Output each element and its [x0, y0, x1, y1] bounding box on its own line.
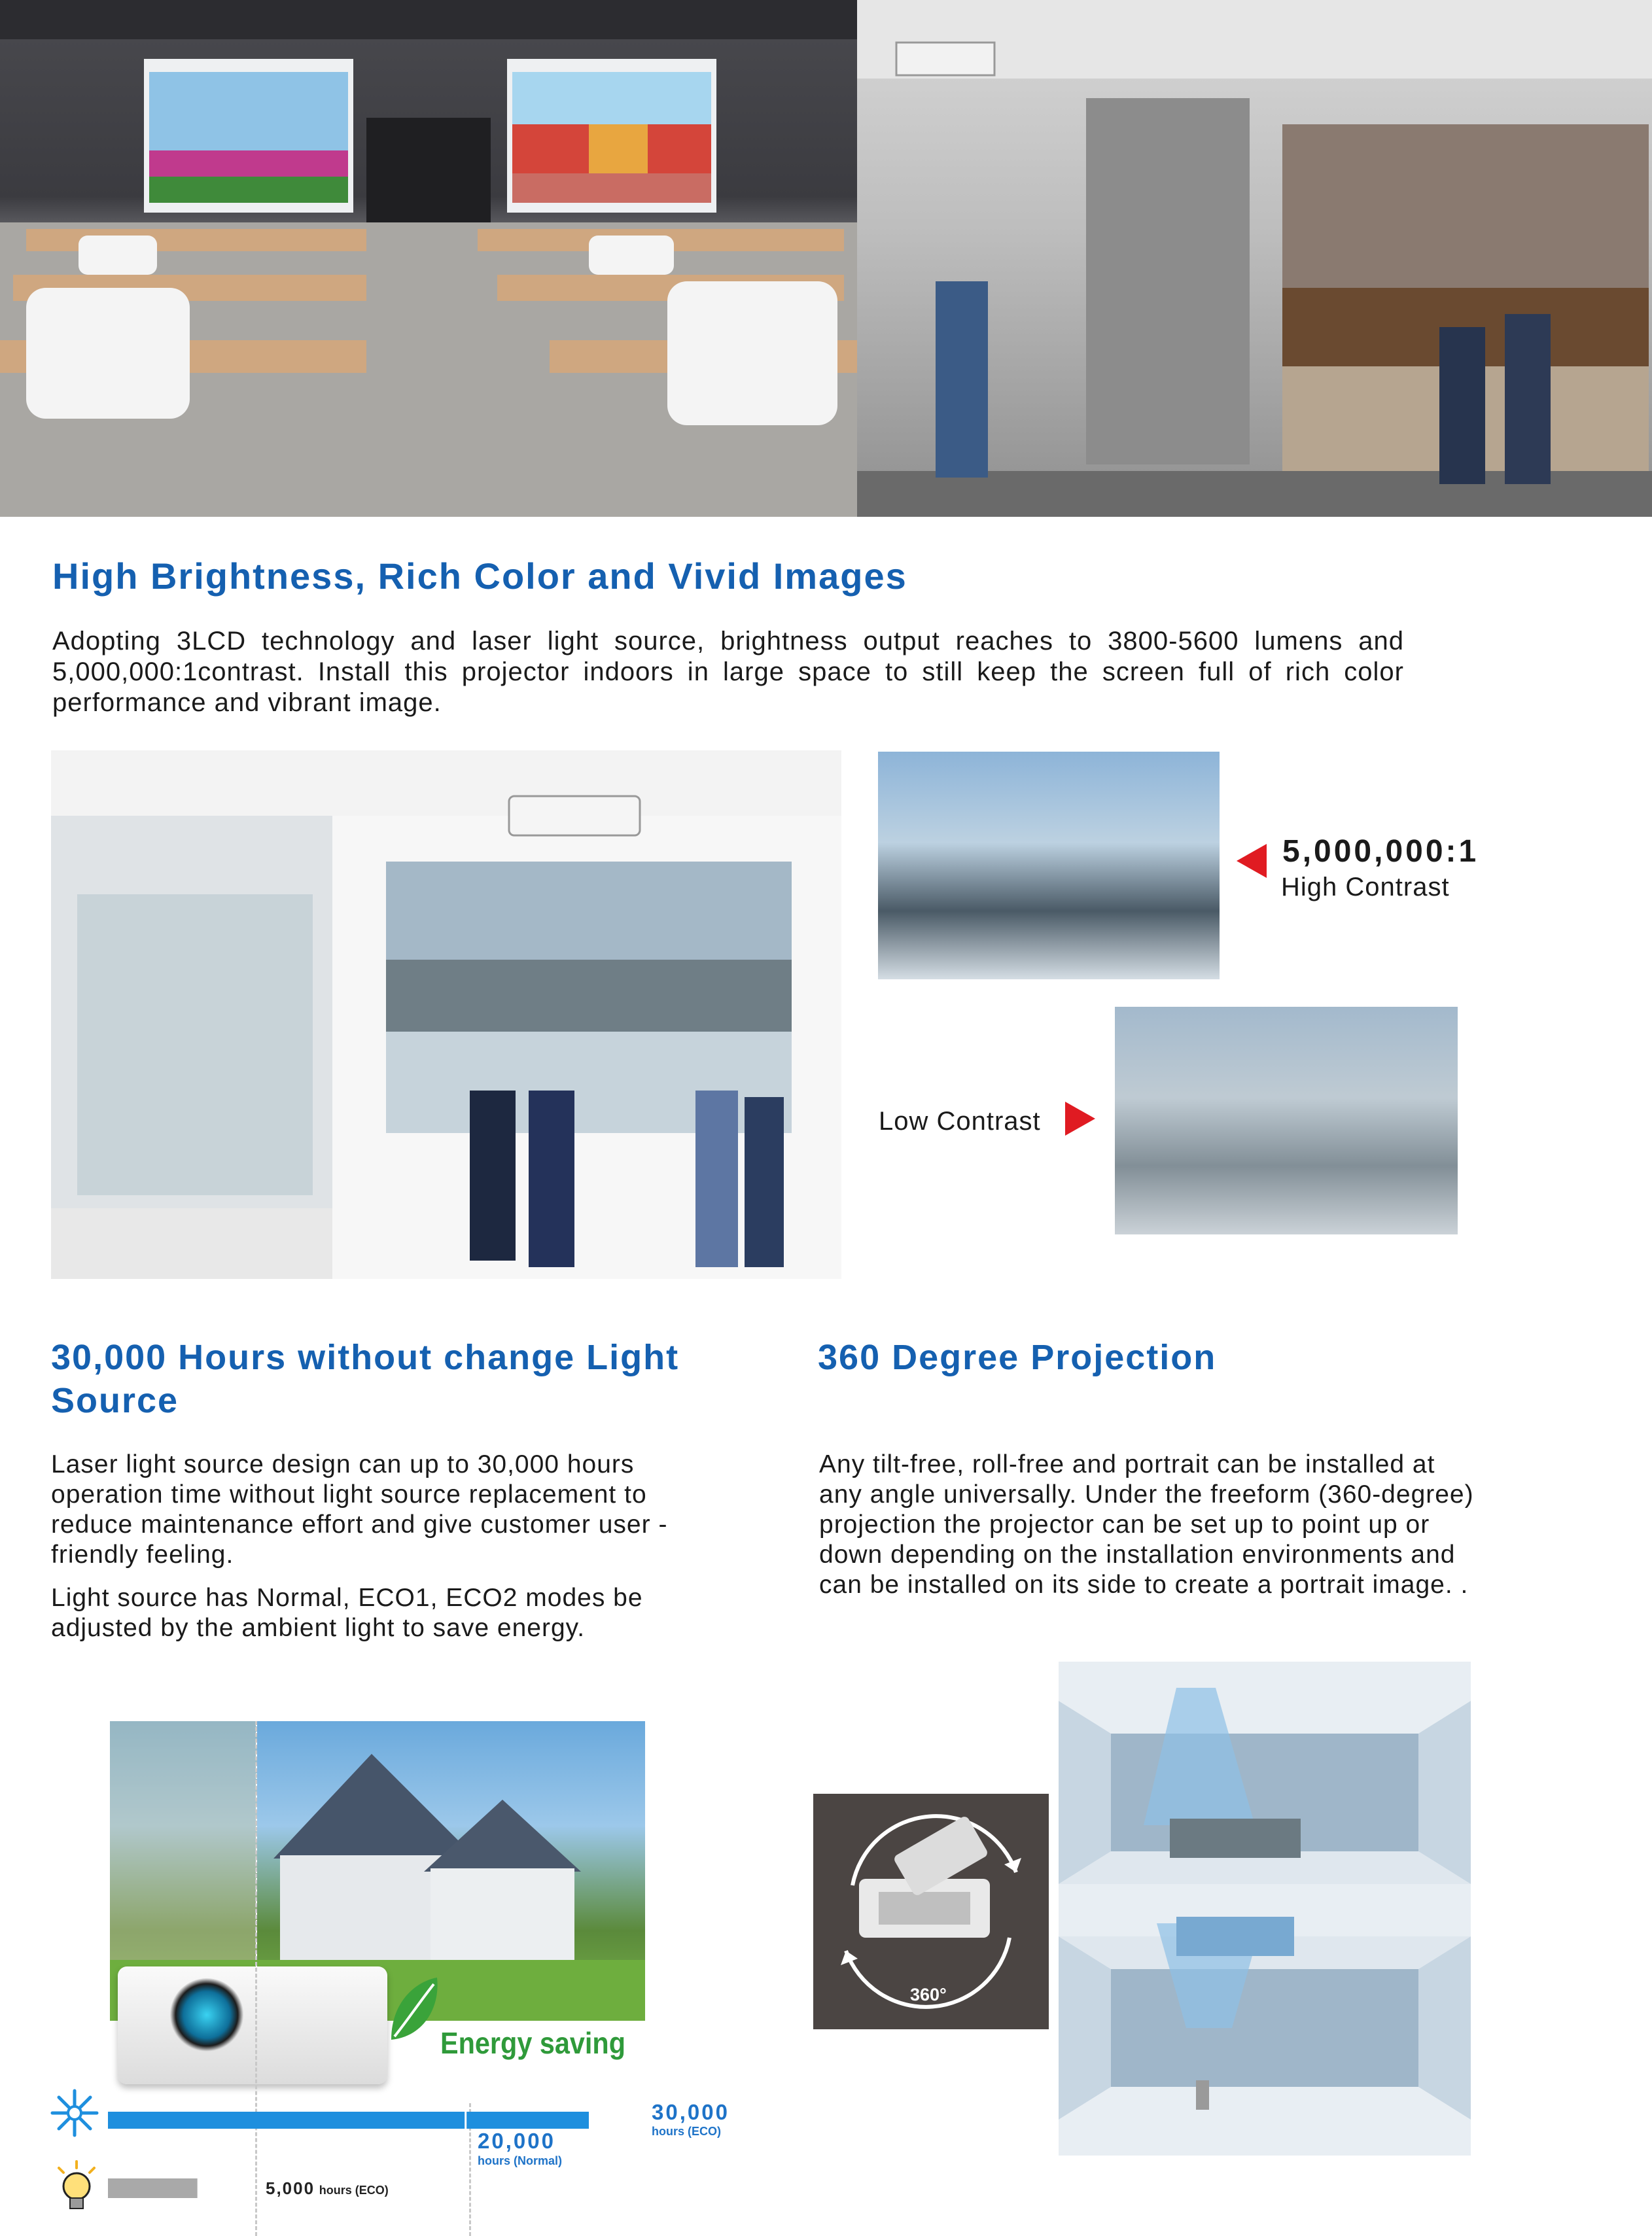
banner-gallery-photo — [857, 0, 1652, 517]
lamp-unit: hours (ECO) — [319, 2184, 389, 2197]
lifetime-heading-line1: 30,000 Hours without change Light — [51, 1338, 680, 1377]
brightness-heading: High Brightness, Rich Color and Vivid Images — [52, 555, 907, 597]
laser-eco-bar — [108, 2112, 589, 2129]
laser-normal-unit: hours (Normal) — [478, 2154, 563, 2167]
lifetime-paragraph-2: Light source has Normal, ECO1, ECO2 modes be adjusted by the ambient light to save energy. — [51, 1584, 643, 1642]
lifetime-heading-line2: Source — [51, 1381, 179, 1420]
office-projection-photo — [51, 750, 841, 1279]
lamp-value: 5,000 — [266, 2178, 315, 2198]
banner-classroom-photo — [0, 0, 857, 517]
leaf-icon — [385, 1974, 444, 2046]
high-contrast-label: High Contrast — [1281, 873, 1450, 901]
room-projection-diagram — [1059, 1662, 1471, 2156]
projector-image — [118, 1966, 387, 2084]
rotation-label: 360° — [910, 1985, 947, 2004]
laser-normal-value: 20,000 — [478, 2129, 555, 2153]
lamp-eco-bar — [108, 2178, 198, 2198]
lamp-hours-label — [266, 2178, 389, 2199]
projection-heading: 360 Degree Projection — [818, 1338, 1217, 1377]
laser-eco-unit: hours (ECO) — [652, 2125, 721, 2138]
low-contrast-sample-image — [1115, 1007, 1458, 1234]
lifetime-paragraph-1: Laser light source design can up to 30,000 hours operation time without light source replacement to reduce maintenance effort and give customer user -friendly feeling. — [51, 1450, 668, 1569]
red-arrow-right-icon — [1065, 1102, 1095, 1136]
energy-saving-label: Energy saving — [440, 2026, 626, 2060]
projection-description: Any tilt-free, roll-free and portrait can be installed at any angle universally. Under the freeform (360-degree) projection the projector can be set up to point up or down depending on the installation environments and can be installed on its side to create a portrait image. . — [819, 1450, 1474, 1599]
low-contrast-label: Low Contrast — [879, 1107, 1041, 1136]
red-arrow-left-icon — [1237, 844, 1267, 878]
rotation-diagram — [813, 1794, 1049, 2029]
high-contrast-sample-image — [878, 752, 1220, 979]
brightness-description: Adopting 3LCD technology and laser light source, brightness output reaches to 3800-5600 lumens and 5,000,000:1contrast. Install this projector indoors in large space to still keep the screen full of rich color performance and vibrant image. — [52, 627, 1404, 717]
high-contrast-value: 5,000,000:1 — [1282, 834, 1479, 869]
laser-eco-value: 30,000 — [652, 2100, 729, 2124]
projector-lens — [170, 1978, 243, 2052]
